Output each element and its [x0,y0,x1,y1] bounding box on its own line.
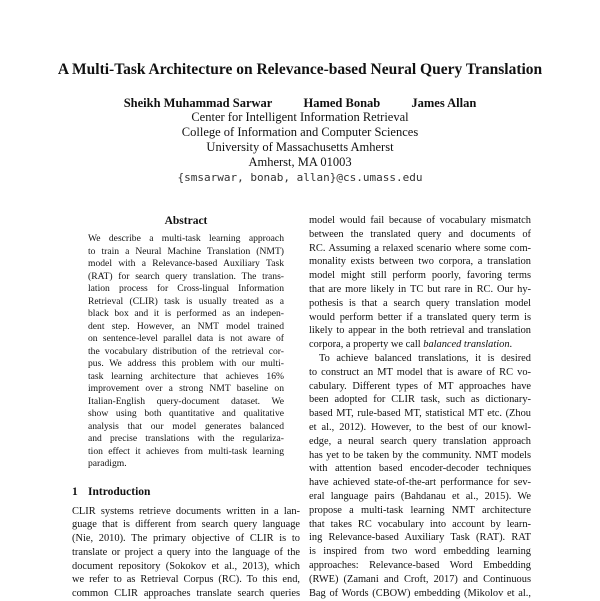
text-line: based MT, rule-based MT, statistical MT etc. (Zhou [309,407,531,421]
text-line: that takes RC vocabulary into account by learn- [309,518,531,532]
right-column [309,214,531,600]
text-line: We describe a multi-task learning approach [88,233,284,246]
section-title: Introduction [88,486,150,498]
text-line: ing Relevance-based Auxiliary Task (RAT). RAT [309,531,531,545]
text-line: to construct an MT model that is aware of RC vo- [309,366,531,380]
left-column [72,214,300,601]
abstract-heading: Abstract [72,214,300,228]
affiliation-block [0,110,600,185]
abstract-text [88,233,284,471]
text-line: we refer to as Retrieval Corpus (RC). To this end, [72,573,300,587]
text-line: model with a Relevance-based Auxiliary Task [88,258,284,271]
text-line: To achieve balanced translations, it is desired [309,352,531,366]
text-line: tion effect it achieves from multi-task learning [88,446,284,459]
text-line: model would fail because of vocabulary mismatch [309,214,531,228]
section-number: 1 [72,485,88,499]
author-name: James Allan [411,96,476,110]
body-paragraph [309,214,531,352]
text-line: edge, a neural search query translation approach [309,435,531,449]
text-line: document repository (Sokokov et al., 2013), which [72,560,300,574]
text-line: improvement over a strong NMT baseline on [88,383,284,396]
text-line: that are more likely in TC but rare in RC. Our hy- [309,283,531,297]
author-name: Hamed Bonab [303,96,380,110]
text-line: and precise translations with the regulariza- [88,433,284,446]
affiliation-line: Amherst, MA 01003 [0,155,600,170]
text-line: show using both quantitative and qualitative [88,408,284,421]
text-line: black box and it is performed as an indepen- [88,308,284,321]
text-line: cabulary. Different types of MT approaches have [309,380,531,394]
text-line: approaches: Relevance-based Word Embedding [309,559,531,573]
text-line: lation process for Cross-lingual Information [88,283,284,296]
text-line: RC. Assuming a relaxed scenario where some com- [309,242,531,256]
text-line: the vocabulary distribution of the retrieval cor- [88,346,284,359]
text-line: dent step. However, an NMT model trained [88,321,284,334]
author-list [0,95,600,111]
text-line: (Nie, 2010). The primary objective of CLIR is to [72,532,300,546]
affiliation-line: University of Massachusetts Amherst [0,140,600,155]
text-line: translate or project a query into the language of the [72,546,300,560]
affiliation-line: College of Information and Computer Sciences [0,125,600,140]
text-line: guage that is different from search query language [72,518,300,532]
text-fragment: corpora, a property we call [309,339,423,350]
emphasized-term: balanced translation [423,339,509,350]
text-line: pothesis is that a search query translation model [309,297,531,311]
text-line: to train a Neural Machine Translation (NMT) [88,246,284,259]
text-line: propose a multi-task learning NMT architecture [309,504,531,518]
text-line: analysis that our model generates balanced [88,421,284,434]
text-line: would perform better if a translated query term is [309,311,531,325]
text-line: CLIR systems retrieve documents written in a lan- [72,505,300,519]
text-line: monality exists between two corpora, a translation [309,255,531,269]
text-line: eral language pairs (Bahdanau et al., 2015). We [309,490,531,504]
text-line: pus. We address this problem with our multi- [88,358,284,371]
author-name: Sheikh Muhammad Sarwar [124,96,273,110]
text-line: Italian-English query-document dataset. We [88,396,284,409]
text-line: Retrieval (CLIR) task is usually treated as a [88,296,284,309]
introduction-text [72,505,300,601]
text-line: paradigm. [88,458,284,471]
text-line: been adopted for CLIR task, such as dictionary- [309,393,531,407]
text-line: likely to appear in the both retrieval and translation [309,324,531,338]
paper-title: A Multi-Task Architecture on Relevance-based Neural Query Translation [0,60,600,80]
text-line [309,338,531,352]
text-line: is inspired from two word embedding learning [309,545,531,559]
text-line: common CLIR approaches translate search queries [72,587,300,601]
section-heading-introduction [72,485,300,499]
text-line: Bag of Words (CBOW) embedding (Mikolov et al., [309,587,531,601]
text-line: task learning architecture that achieves 16% [88,371,284,384]
text-line: model might still perform poorly, favoring terms [309,269,531,283]
text-line: (RWE) (Zamani and Croft, 2017) and Continuous [309,573,531,587]
affiliation-line: Center for Intelligent Information Retrieval [0,110,600,125]
text-line: have achieved state-of-the-art performance for sev- [309,476,531,490]
text-fragment: . [510,339,513,350]
text-line: between the translated query and documents of [309,228,531,242]
text-line: et al., 2012). However, to the best of our knowl- [309,421,531,435]
author-email: {smsarwar, bonab, allan}@cs.umass.edu [0,170,600,185]
text-line: with attention based encoder-decoder techniques [309,462,531,476]
text-line: has yet to be taken by the community. NMT models [309,449,531,463]
text-line: (RAT) for search query translation. The trans- [88,271,284,284]
text-line: on sentence-level parallel data is not aware of [88,333,284,346]
body-paragraph [309,352,531,600]
